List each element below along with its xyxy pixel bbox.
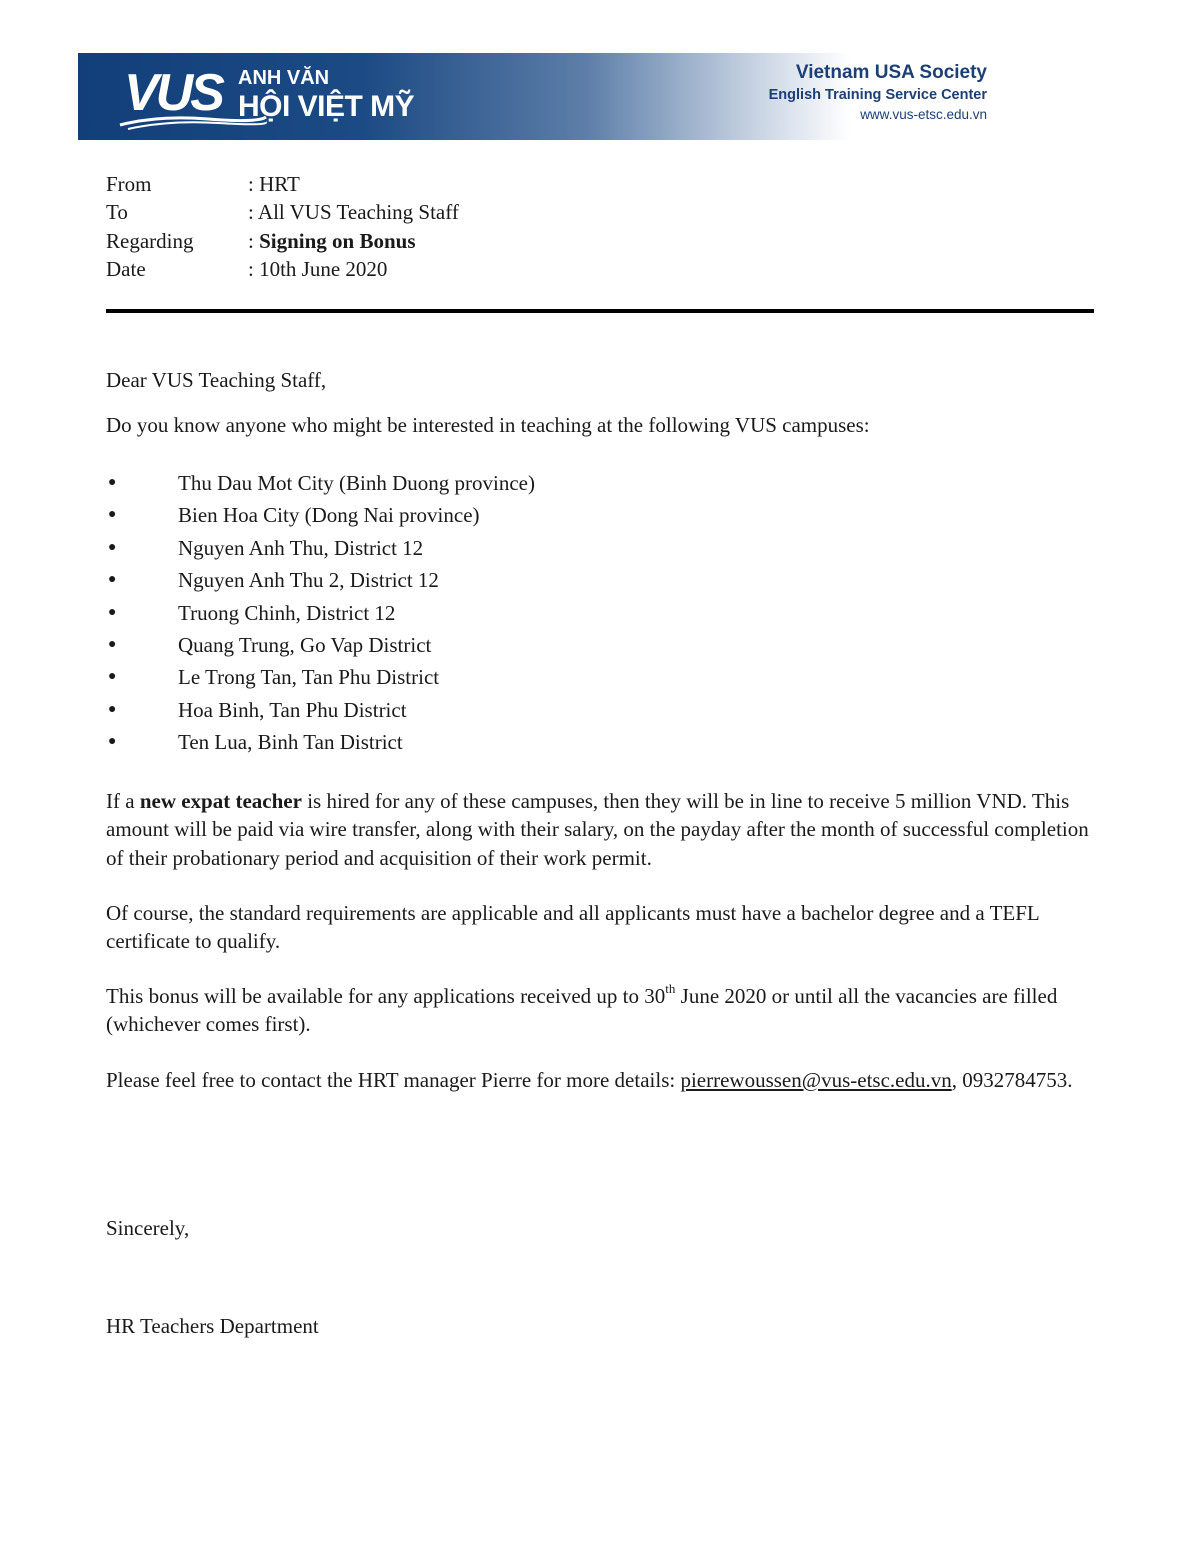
meta-row-from xyxy=(106,170,459,198)
meta-label-regarding: Regarding xyxy=(106,228,194,253)
meta-label-date: Date xyxy=(106,256,146,281)
organization-subtitle: English Training Service Center xyxy=(768,87,987,103)
list-item xyxy=(106,532,535,564)
meta-row-regarding xyxy=(106,227,459,255)
list-item xyxy=(106,499,535,531)
campus-name: Nguyen Anh Thu, District 12 xyxy=(178,535,424,560)
meta-row-to xyxy=(106,198,459,226)
campus-name: Nguyen Anh Thu 2, District 12 xyxy=(178,568,439,593)
list-item xyxy=(106,564,535,596)
bullet-icon: ● xyxy=(108,636,117,652)
deadline-superscript: th xyxy=(665,981,676,996)
contact-email-link[interactable]: pierrewoussen@vus-etsc.edu.vn xyxy=(680,1068,952,1092)
bullet-icon: ● xyxy=(108,604,117,620)
campus-name: Bien Hoa City (Dong Nai province) xyxy=(178,503,480,528)
bullet-icon: ● xyxy=(108,701,117,717)
bullet-icon: ● xyxy=(108,539,117,555)
organization-block xyxy=(769,61,987,125)
vus-logo: VUS xyxy=(124,64,222,122)
deadline-text-b: June 2020 or until all the vacancies are filled (whichever comes first). xyxy=(106,984,1058,1037)
campus-name: Le Trong Tan, Tan Phu District xyxy=(178,665,440,690)
campus-name: Hoa Binh, Tan Phu District xyxy=(178,697,407,722)
list-item xyxy=(106,467,535,499)
bullet-icon: ● xyxy=(108,669,117,685)
meta-label-from: From xyxy=(106,172,152,196)
bonus-text-b: is hired for any of these campuses, then they will be in line to receive 5 million VND. This amount will be paid via wire transfer, along with their salary, on the payday after the month of successful completion of their probationary period and acquisition of their work permit. xyxy=(106,789,1089,870)
campus-name: Quang Trung, Go Vap District xyxy=(178,632,432,657)
logo-text-line2: HỘI VIỆT MỸ xyxy=(238,90,415,123)
greeting: Dear VUS Teaching Staff, xyxy=(106,368,327,392)
memo-header xyxy=(106,170,459,283)
campus-name: Truong Chinh, District 12 xyxy=(178,600,396,625)
deadline-text-a: This bonus will be available for any applications received up to 30 xyxy=(106,984,666,1008)
list-item xyxy=(106,597,535,629)
list-item xyxy=(106,694,535,726)
contact-text-a: Please feel free to contact the HRT manager Pierre for more details: xyxy=(106,1068,681,1092)
requirements-paragraph: Of course, the standard requirements are applicable and all applicants must have a bachelor degree and a TEFL certificate to qualify. xyxy=(106,901,1039,954)
meta-label-to: To xyxy=(106,200,128,225)
bonus-paragraph xyxy=(106,787,1098,872)
campus-list xyxy=(106,467,535,759)
bullet-icon: ● xyxy=(108,734,117,750)
bullet-icon: ● xyxy=(108,475,117,490)
bullet-icon: ● xyxy=(108,507,117,523)
campus-name: Ten Lua, Binh Tan District xyxy=(178,730,403,755)
meta-value-regarding xyxy=(248,227,416,255)
contact-paragraph xyxy=(106,1066,1072,1094)
signer-name: HR Teachers Department xyxy=(106,1314,319,1338)
list-item xyxy=(106,629,535,661)
organization-url[interactable]: www.vus-etsc.edu.vn xyxy=(860,107,987,122)
horizontal-divider xyxy=(106,309,1094,313)
meta-value-date: : 10th June 2020 xyxy=(248,256,388,281)
meta-row-date xyxy=(106,255,459,283)
bonus-text-a: If a xyxy=(106,789,140,813)
contact-text-b: , 0932784753. xyxy=(951,1068,1073,1092)
organization-name: Vietnam USA Society xyxy=(795,62,987,83)
campus-name: Thu Dau Mot City (Binh Duong province) xyxy=(178,471,535,495)
subject-text: Signing on Bonus xyxy=(259,228,416,253)
bonus-text-bold: new expat teacher xyxy=(139,789,302,813)
meta-value-to: : All VUS Teaching Staff xyxy=(248,200,459,225)
bullet-icon: ● xyxy=(108,572,117,588)
signoff: Sincerely, xyxy=(106,1216,190,1240)
logo-text-line1: ANH VĂN xyxy=(238,67,330,89)
letterhead-banner xyxy=(78,53,1094,140)
deadline-paragraph xyxy=(106,982,1098,1039)
meta-value-from: : HRT xyxy=(248,172,300,196)
intro-paragraph: Do you know anyone who might be interested in teaching at the following VUS campuses: xyxy=(106,413,870,437)
list-item xyxy=(106,726,535,758)
meta-colon: : xyxy=(248,228,260,253)
list-item xyxy=(106,661,535,693)
